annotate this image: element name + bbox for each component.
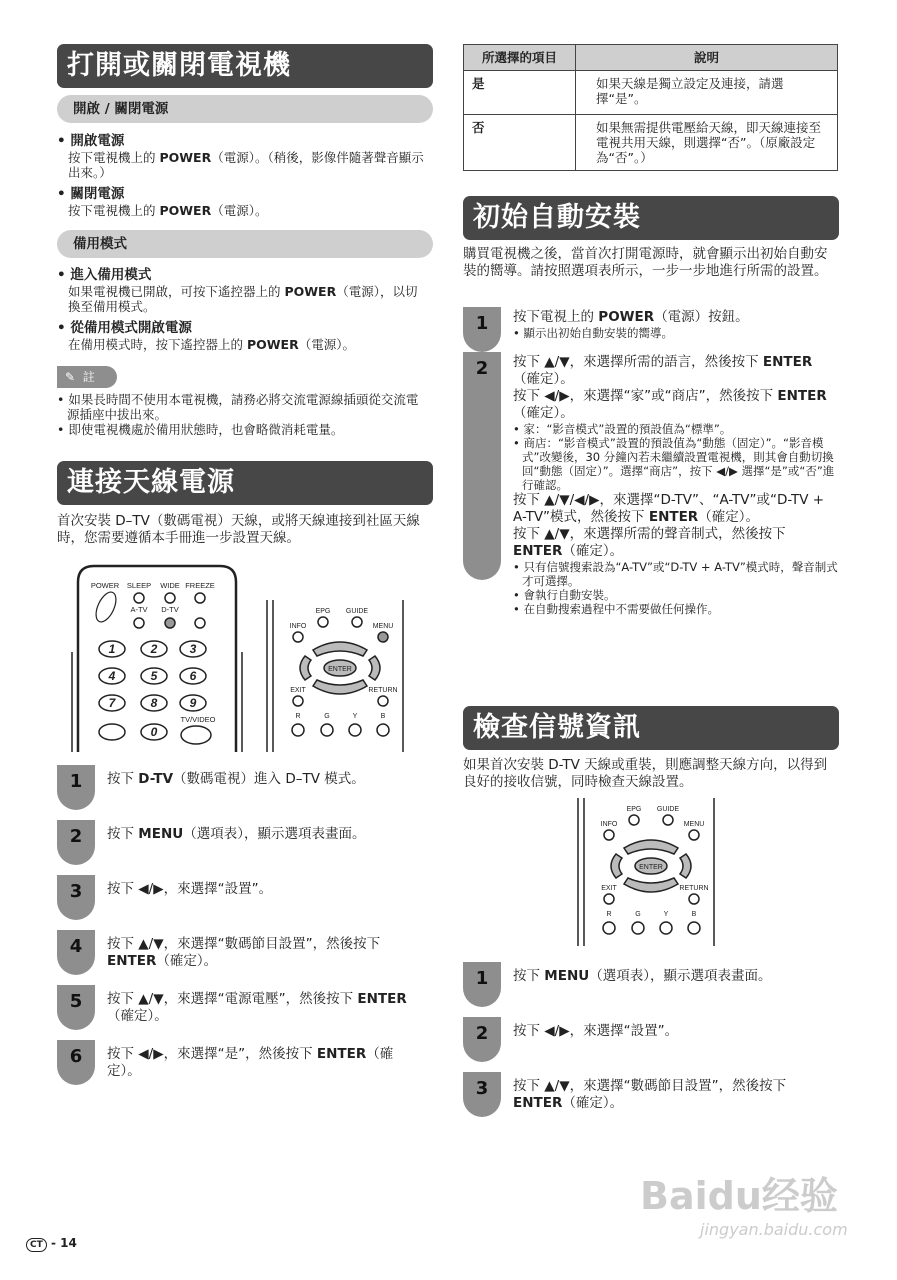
bold-term: ENTER bbox=[513, 1095, 563, 1111]
remote-illustration-navigation bbox=[265, 600, 410, 752]
text-segment: 按下 ◀/▶，來選擇“設置”。 bbox=[513, 1023, 679, 1039]
guide-label: GUIDE bbox=[345, 608, 369, 615]
menu-label: MENU bbox=[683, 821, 705, 828]
bold-term: MENU bbox=[138, 826, 184, 842]
power-on-text bbox=[57, 150, 427, 180]
wide-label: WIDE bbox=[160, 581, 180, 590]
text-segment: （確定）。 bbox=[107, 1046, 394, 1079]
bold-term: POWER bbox=[246, 337, 299, 352]
step-bullet: • 只有信號搜索設為“A-TV”或“D-TV + A-TV”模式時，聲音制式才可選擇。 bbox=[513, 560, 838, 588]
digit-1: 1 bbox=[108, 642, 116, 656]
note-item: • 如果長時間不使用本電視機，請務必將交流電源線插頭從交流電源插座中拔出來。 bbox=[57, 392, 419, 422]
bullet-text: 在自動搜索過程中不需要做任何操作。 bbox=[523, 602, 719, 616]
text-segment: 按下電視機上的 bbox=[68, 150, 160, 165]
bold-term: ENTER bbox=[762, 354, 813, 370]
text-segment: 按下 bbox=[107, 771, 139, 787]
item-heading: • 開啟電源 bbox=[57, 133, 125, 149]
dtv-label: D-TV bbox=[161, 605, 179, 614]
g-label: G bbox=[324, 713, 330, 720]
text-segment: （確定）。 bbox=[107, 1008, 168, 1024]
step-text bbox=[513, 354, 838, 388]
auto-install-intro: 購買電視機之後，當首次打開電源時，就會顯示出初始自動安裝的嚮導。請按照選項表所示，一步一步地進行所需的設置。 bbox=[463, 246, 828, 279]
digit-0: 0 bbox=[150, 725, 158, 739]
info-label: INFO bbox=[600, 821, 618, 828]
bold-term: ENTER bbox=[648, 509, 699, 525]
info-label: INFO bbox=[289, 623, 307, 630]
step-number: 3 bbox=[463, 1072, 501, 1117]
power-off-heading: 關閉電源 bbox=[70, 186, 125, 202]
note-text: 如果長時間不使用本電視機，請務必將交流電源線插頭從交流電源插座中拔出來。 bbox=[67, 392, 419, 422]
text-segment: （確定）。 bbox=[698, 509, 759, 525]
standby-enter-heading: 進入備用模式 bbox=[70, 267, 152, 283]
bullet-text: 顯示出初始自動安裝的嚮導。 bbox=[523, 326, 673, 340]
text-segment: （電源），以切換至備用模式。 bbox=[68, 284, 418, 314]
step-number: 4 bbox=[57, 930, 95, 975]
sleep-label: SLEEP bbox=[126, 581, 152, 590]
item-heading: • 進入備用模式 bbox=[57, 267, 152, 283]
column-header: 所選擇的項目 bbox=[464, 45, 576, 71]
return-label: RETURN bbox=[679, 885, 709, 892]
item-heading: • 關閉電源 bbox=[57, 186, 125, 202]
bold-term: POWER bbox=[159, 150, 212, 165]
g-label: G bbox=[635, 911, 641, 918]
step-bullet: • 顯示出初始自動安裝的嚮導。 bbox=[513, 326, 673, 340]
text-segment: 在備用模式時，按下遙控器上的 bbox=[68, 337, 247, 352]
text-segment: 如果電視機已開啟，可按下遙控器上的 bbox=[68, 284, 285, 299]
bold-term: ENTER bbox=[316, 1046, 367, 1062]
digit-9: 9 bbox=[189, 696, 197, 710]
power-label: POWER bbox=[90, 581, 120, 590]
step-text bbox=[107, 1046, 422, 1080]
freeze-label: FREEZE bbox=[185, 581, 215, 590]
digit-2: 2 bbox=[150, 642, 158, 656]
digit-6: 6 bbox=[189, 669, 197, 683]
option-table bbox=[463, 44, 838, 171]
step-bullet: • 會執行自動安裝。 bbox=[513, 588, 616, 602]
text-segment: （數碼電視）進入 D–TV 模式。 bbox=[173, 771, 365, 787]
text-segment: （電源）。（稍後，影像伴隨著聲音顯示出來。） bbox=[68, 150, 424, 180]
menu-label: MENU bbox=[372, 623, 394, 630]
b-label: B bbox=[691, 911, 697, 918]
table-cell: 如果無需提供電壓給天線，即天線連接至電視共用天線，則選擇“否”。（原廠設定為“否”。） bbox=[576, 115, 838, 171]
subsection-standby: 備用模式 bbox=[57, 230, 433, 258]
bold-term: ENTER bbox=[357, 991, 407, 1007]
table-cell: 否 bbox=[464, 115, 576, 171]
page-footer bbox=[26, 1236, 77, 1252]
text-segment: （電源）。 bbox=[211, 203, 268, 218]
power-off-text bbox=[57, 203, 427, 218]
return-label: RETURN bbox=[368, 687, 398, 694]
y-label: Y bbox=[352, 713, 358, 720]
text-segment: （確定）。 bbox=[513, 371, 574, 387]
tvvideo-label: TV/VIDEO bbox=[180, 715, 216, 724]
text-segment: （選項表），顯示選項表畫面。 bbox=[589, 968, 772, 984]
signal-info-intro: 如果首次安裝 D-TV 天線或重裝，則應調整天線方向，以得到良好的接收信號，同時檢查天線設置。 bbox=[463, 757, 828, 790]
text-segment: （確定）。 bbox=[562, 543, 624, 559]
step-text bbox=[107, 826, 422, 843]
text-segment: （確定）。 bbox=[562, 1095, 624, 1111]
text-segment: 按下 ◀/▶，來選擇“家”或“商店”，然後按下 bbox=[513, 388, 778, 404]
bullet-text: 商店：“影音模式”設置的預設值為“動態（固定）”。“影音模式”改變後，30 分鐘內若未繼續設置電視機，則其會自動切換回“動態（固定）”。選擇“商店”，按下 ◀/▶ 選擇“是”或“否”進行確認。 bbox=[522, 436, 835, 492]
standby-exit-text bbox=[57, 337, 427, 352]
step-text bbox=[513, 526, 838, 560]
bold-term: ENTER bbox=[777, 388, 827, 404]
watermark-url: jingyan.baidu.com bbox=[700, 1220, 848, 1239]
bold-term: D-TV bbox=[138, 771, 174, 787]
column-header: 說明 bbox=[576, 45, 838, 71]
text-segment: 按下 ▲/▼/◀/▶，來選擇“D-TV”、“A-TV”或“D-TV + A-TV”模式，然後按下 bbox=[513, 492, 825, 525]
step-number: 6 bbox=[57, 1040, 95, 1085]
step-number: 2 bbox=[57, 820, 95, 865]
bullet-text: 只有信號搜索設為“A-TV”或“D-TV + A-TV”模式時，聲音制式才可選擇。 bbox=[522, 560, 838, 588]
standby-exit-heading: 從備用模式開啟電源 bbox=[70, 320, 192, 336]
remote-illustration-navigation-2 bbox=[576, 798, 721, 950]
section-title-power: 打開或關閉電視機 bbox=[57, 44, 433, 88]
text-segment: （確定）。 bbox=[156, 953, 218, 969]
bullet-text: 會執行自動安裝。 bbox=[523, 588, 616, 602]
text-segment: 按下 ▲/▼，來選擇所需的聲音制式，然後按下 bbox=[513, 526, 786, 542]
bold-term: ENTER bbox=[107, 953, 157, 969]
text-segment: 按下 bbox=[107, 826, 139, 842]
step-text bbox=[107, 991, 422, 1025]
step-text bbox=[513, 1023, 828, 1040]
table-cell: 如果天線是獨立設定及連接，請選擇“是”。 bbox=[576, 71, 838, 115]
watermark-brand: Baidu经验 bbox=[640, 1174, 838, 1218]
power-on-heading: 開啟電源 bbox=[70, 133, 125, 149]
table-header-row bbox=[464, 45, 838, 71]
r-label: R bbox=[295, 713, 301, 720]
power-items bbox=[57, 133, 427, 218]
step-number: 3 bbox=[57, 875, 95, 920]
subsection-power-on-off: 開啟 / 關閉電源 bbox=[57, 95, 433, 123]
digit-3: 3 bbox=[189, 642, 197, 656]
step-text bbox=[513, 309, 833, 326]
bullet-text: 家：“影音模式”設置的預設值為“標準”。 bbox=[523, 422, 732, 436]
step-number: 1 bbox=[57, 765, 95, 810]
text-segment: 按下 ▲/▼，來選擇“電源電壓”，然後按下 bbox=[107, 991, 358, 1007]
enter-label: ENTER bbox=[328, 666, 352, 673]
bold-term: POWER bbox=[284, 284, 337, 299]
digit-5: 5 bbox=[150, 669, 158, 683]
step-bullet: • 家：“影音模式”設置的預設值為“標準”。 bbox=[513, 422, 732, 436]
step-number: 1 bbox=[463, 962, 501, 1007]
step-bullet: • 商店：“影音模式”設置的預設值為“動態（固定）”。“影音模式”改變後，30 分鐘內若未繼續設置電視機，則其會自動切換回“動態（固定）”。選擇“商店”，按下 ◀/▶ 選擇“是”或“否”進行確認。 bbox=[513, 436, 835, 492]
step-text bbox=[513, 968, 828, 985]
y-label: Y bbox=[663, 911, 669, 918]
text-segment: 按下電視機上的 bbox=[68, 203, 160, 218]
digit-4: 4 bbox=[108, 669, 116, 683]
bold-term: POWER bbox=[598, 309, 655, 325]
region-badge: CT bbox=[26, 1238, 47, 1252]
atv-label: A-TV bbox=[130, 605, 148, 614]
text-segment: 按下 ◀/▶，來選擇“是”，然後按下 bbox=[107, 1046, 317, 1062]
section-title-auto-install: 初始自動安裝 bbox=[463, 196, 839, 240]
text-segment: 按下 ▲/▼，來選擇“數碼節目設置”，然後按下 bbox=[107, 936, 381, 952]
table-row bbox=[464, 115, 838, 171]
item-heading: • 從備用模式開啟電源 bbox=[57, 320, 192, 336]
digit-7: 7 bbox=[108, 696, 116, 710]
standby-items bbox=[57, 267, 427, 352]
text-segment: （電源）按鈕。 bbox=[654, 309, 749, 325]
text-segment: 按下 ▲/▼，來選擇所需的語言，然後按下 bbox=[513, 354, 763, 370]
step-number: 1 bbox=[463, 307, 501, 352]
notes-list bbox=[57, 392, 427, 437]
exit-label: EXIT bbox=[601, 885, 617, 892]
step-text bbox=[513, 492, 838, 526]
bold-term: POWER bbox=[159, 203, 212, 218]
step-number: 2 bbox=[463, 352, 501, 580]
epg-label: EPG bbox=[315, 608, 331, 615]
b-label: B bbox=[380, 713, 386, 720]
digit-8: 8 bbox=[150, 696, 158, 710]
text-segment: 按下 ▲/▼，來選擇“數碼節目設置”，然後按下 bbox=[513, 1078, 787, 1094]
exit-label: EXIT bbox=[290, 687, 306, 694]
paperclip-icon: ✎ bbox=[65, 370, 76, 384]
text-segment: 按下 bbox=[513, 968, 545, 984]
note-item: • 即使電視機處於備用狀態時，也會略微消耗電量。 bbox=[57, 422, 344, 437]
section-title-antenna: 連接天線電源 bbox=[57, 461, 433, 505]
note-label-text: 註 bbox=[82, 370, 95, 384]
step-text bbox=[513, 1078, 828, 1112]
r-label: R bbox=[606, 911, 612, 918]
bold-term: MENU bbox=[544, 968, 590, 984]
text-segment: （選項表），顯示選項表畫面。 bbox=[183, 826, 366, 842]
text-segment: 按下 ◀/▶，來選擇“設置”。 bbox=[107, 881, 273, 897]
guide-label: GUIDE bbox=[656, 806, 680, 813]
epg-label: EPG bbox=[626, 806, 642, 813]
step-number: 5 bbox=[57, 985, 95, 1030]
text-segment: （電源）。 bbox=[298, 337, 355, 352]
remote-illustration-main bbox=[70, 562, 250, 752]
bold-term: ENTER bbox=[513, 543, 563, 559]
dtv-button-highlighted bbox=[165, 618, 175, 628]
text-segment: 按下電視上的 bbox=[513, 309, 599, 325]
text-segment: （確定）。 bbox=[513, 405, 574, 421]
enter-label: ENTER bbox=[639, 864, 663, 871]
step-text bbox=[107, 881, 422, 898]
note-label bbox=[57, 366, 117, 388]
page-number: - 14 bbox=[50, 1236, 77, 1250]
table-row bbox=[464, 71, 838, 115]
step-text bbox=[107, 936, 422, 970]
step-number: 2 bbox=[463, 1017, 501, 1062]
note-text: 即使電視機處於備用狀態時，也會略微消耗電量。 bbox=[68, 422, 344, 437]
step-bullet: • 在自動搜索過程中不需要做任何操作。 bbox=[513, 602, 719, 616]
section-title-signal-info: 檢查信號資訊 bbox=[463, 706, 839, 750]
antenna-intro: 首次安裝 D–TV（數碼電視）天線，或將天線連接到社區天線時，您需要遵循本手冊進一步設置天線。 bbox=[57, 513, 420, 546]
step-text bbox=[513, 388, 838, 422]
table-cell: 是 bbox=[464, 71, 576, 115]
step-text bbox=[107, 771, 422, 788]
tvvideo-button bbox=[181, 726, 211, 744]
standby-enter-text bbox=[57, 284, 427, 314]
